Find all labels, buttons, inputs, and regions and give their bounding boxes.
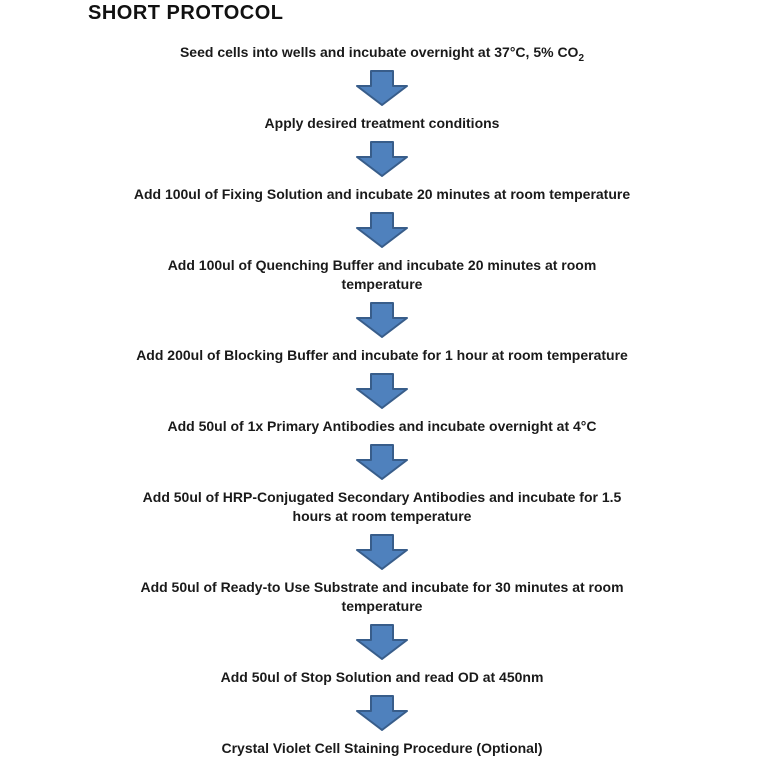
step-3 — [134, 185, 630, 204]
step-10 — [221, 739, 542, 758]
step-4 — [168, 256, 597, 294]
down-arrow-icon — [353, 624, 411, 660]
step-7 — [143, 488, 622, 526]
subscript-text: 2 — [578, 52, 585, 64]
step-7-line-2: hours at room temperature — [292, 508, 472, 524]
step-2 — [265, 114, 500, 133]
step-3-line-1: Add 100ul of Fixing Solution and incubate 20 minutes at room temperature — [133, 186, 631, 202]
step-4-line-1: Add 100ul of Quenching Buffer and incubate 20 minutes at room — [167, 257, 597, 273]
step-8 — [140, 578, 623, 616]
step-6-line-1: Add 50ul of 1x Primary Antibodies and incubate overnight at 4°C — [167, 418, 597, 434]
step-7-line-1: Add 50ul of HRP-Conjugated Secondary Antibodies and incubate for 1.5 — [142, 489, 622, 505]
down-arrow-icon — [353, 444, 411, 480]
step-1 — [180, 43, 584, 62]
step-6 — [167, 417, 596, 436]
step-8-line-1: Add 50ul of Ready-to Use Substrate and incubate for 30 minutes at room — [140, 579, 624, 595]
step-2-line-1: Apply desired treatment conditions — [264, 115, 500, 131]
down-arrow-icon — [353, 141, 411, 177]
down-arrow-icon — [353, 212, 411, 248]
down-arrow-icon — [353, 302, 411, 338]
step-5 — [136, 346, 628, 365]
step-9-line-1: Add 50ul of Stop Solution and read OD at 450nm — [220, 669, 544, 685]
flowchart — [0, 43, 764, 758]
down-arrow-icon — [353, 534, 411, 570]
down-arrow-icon — [353, 695, 411, 731]
down-arrow-icon — [353, 373, 411, 409]
step-1-line-1: Seed cells into wells and incubate overnight at 37°C, 5% $CO_2$ — [179, 44, 585, 64]
step-8-line-2: temperature — [341, 598, 423, 614]
step-10-line-1: Crystal Violet Cell Staining Procedure (Optional) — [221, 740, 543, 756]
page-title: SHORT PROTOCOL — [88, 2, 284, 24]
step-4-line-2: temperature — [341, 276, 423, 292]
down-arrow-icon — [353, 70, 411, 106]
step-9 — [221, 668, 544, 687]
step-5-line-1: Add 200ul of Blocking Buffer and incubate for 1 hour at room temperature — [136, 347, 628, 363]
